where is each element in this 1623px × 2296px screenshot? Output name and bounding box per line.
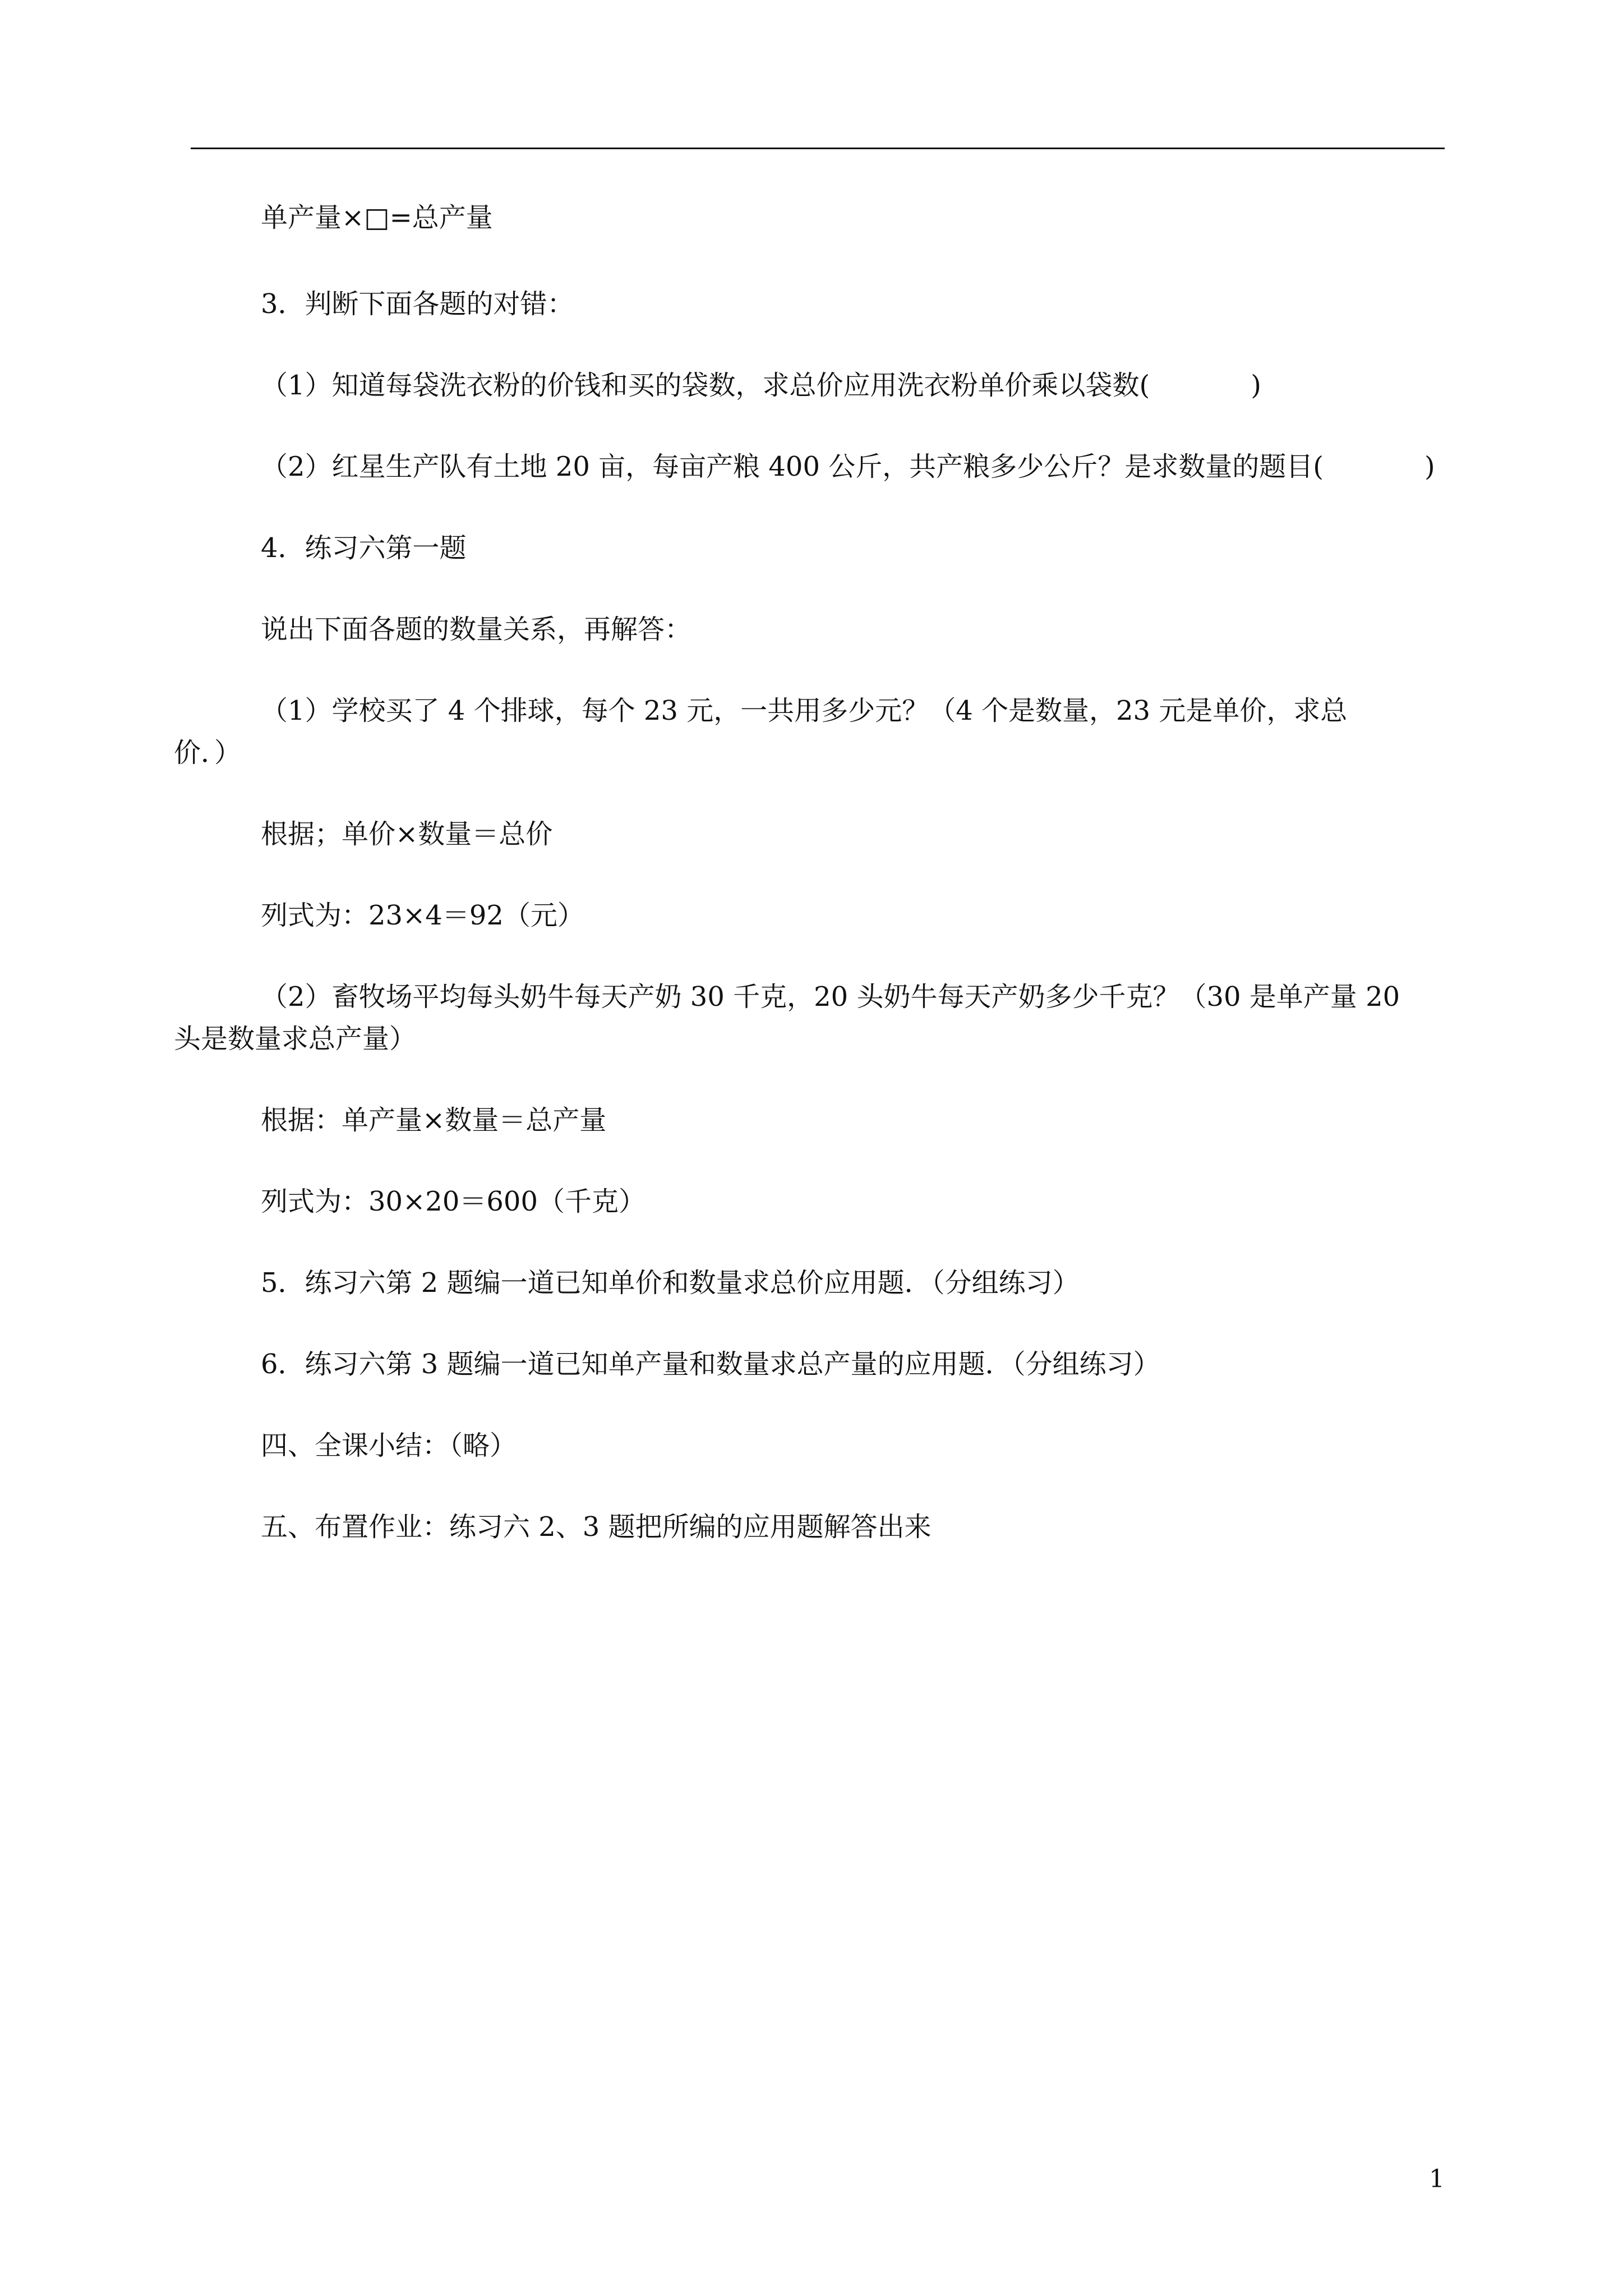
page-number: 1: [1429, 2165, 1445, 2193]
header-rule: [191, 148, 1445, 149]
instruction-line: 说出下面各题的数量关系，再解答：: [261, 614, 692, 645]
example-2-line-1: （2）畜牧场平均每头奶牛每天产奶 30 千克，20 头奶牛每天产奶多少千克？（30 是单产量 20: [261, 981, 1400, 1013]
judgment-question-1-close: ): [1251, 370, 1262, 401]
formula-line: 单产量×□=总产量: [261, 202, 493, 233]
example-1-line-1: （1）学校买了 4 个排球，每个 23 元，一共用多少元？（4 个是数量，23 元是单价，求总: [261, 695, 1348, 726]
example-2-equation: 列式为：30×20＝600（千克）: [261, 1186, 645, 1217]
section-4-heading: 4．练习六第一题: [261, 532, 467, 564]
section-3-heading: 3．判断下面各题的对错：: [261, 288, 574, 320]
example-1-basis: 根据；单价×数量＝总价: [261, 818, 553, 850]
section-6-line: 6．练习六第 3 题编一道已知单产量和数量求总产量的应用题．（分组练习）: [261, 1349, 1160, 1380]
judgment-question-1-text: （1）知道每袋洗衣粉的价钱和买的袋数，求总价应用洗衣粉单价乘以袋数(: [261, 370, 1150, 401]
example-1-equation: 列式为：23×4＝92（元）: [261, 900, 584, 931]
example-2-basis: 根据：单产量×数量＝总产量: [261, 1105, 607, 1136]
homework-line: 五、布置作业：练习六 2、3 题把所编的应用题解答出来: [261, 1511, 932, 1543]
judgment-question-1: [261, 367, 1261, 403]
judgment-question-2: [261, 449, 1435, 485]
section-5-line: 5．练习六第 2 题编一道已知单价和数量求总价应用题．（分组练习）: [261, 1267, 1080, 1299]
example-1-line-2: 价．）: [174, 737, 242, 769]
summary-line: 四、全课小结：（略）: [261, 1430, 517, 1461]
judgment-question-2-close: ): [1424, 451, 1435, 482]
example-2-line-2: 头是数量求总产量）: [174, 1023, 417, 1055]
judgment-question-2-text: （2）红星生产队有土地 20 亩，每亩产粮 400 公斤，共产粮多少公斤？是求数量的题目(: [261, 451, 1324, 482]
